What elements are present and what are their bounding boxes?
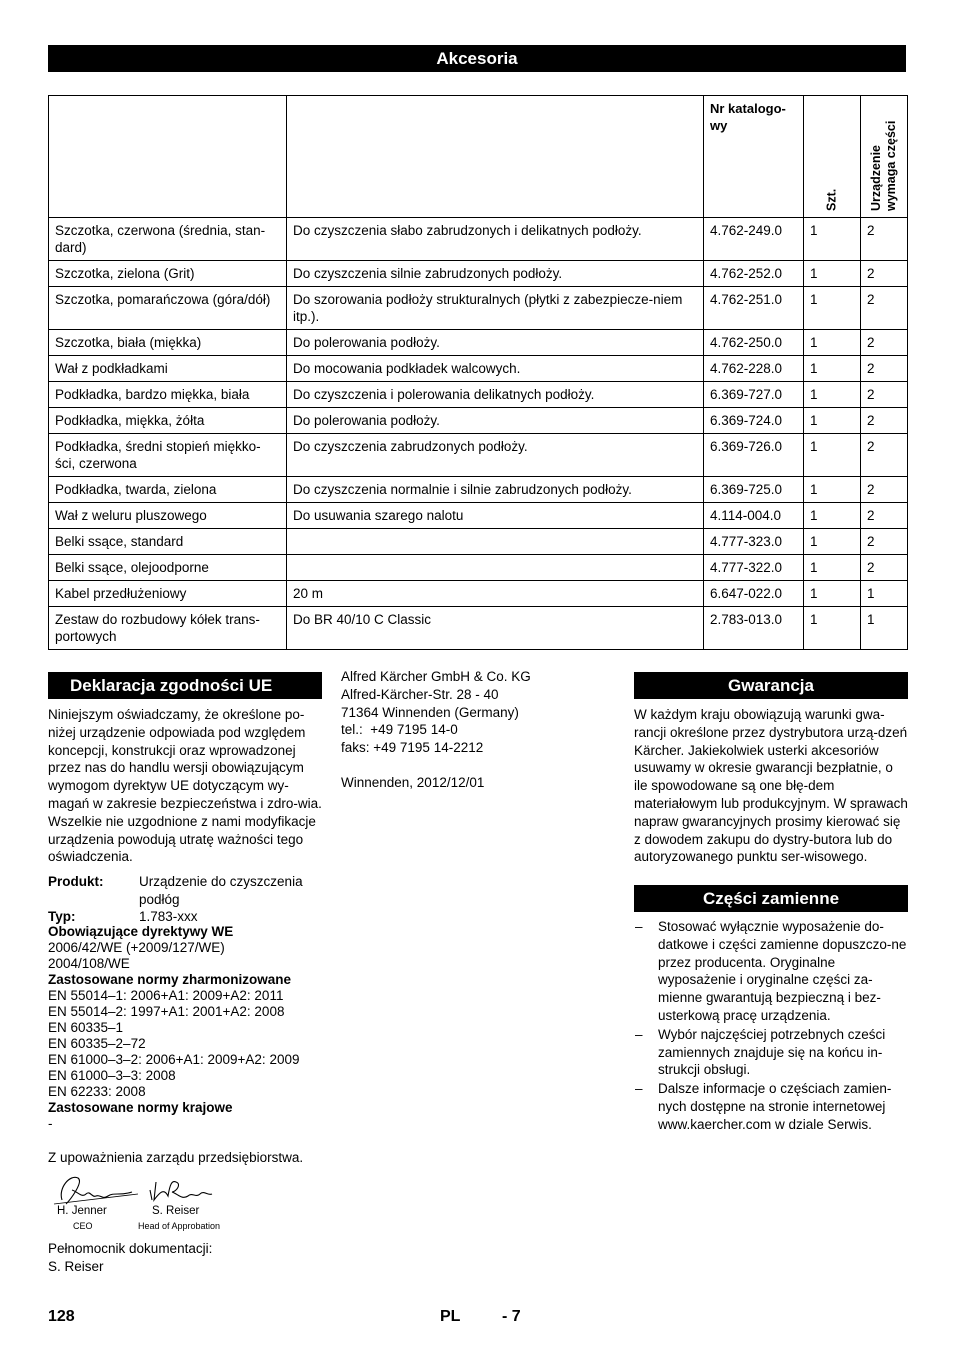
- cell-name: Wał z podkładkami: [49, 356, 287, 382]
- table-row: [49, 529, 908, 555]
- page-number: 128: [48, 1308, 75, 1325]
- cell-desc: 20 m: [287, 581, 704, 607]
- cell-nr: 6.369-725.0: [704, 477, 804, 503]
- list-bullet: –: [635, 919, 643, 934]
- cell-wym: 2: [861, 477, 908, 503]
- cell-nr: 6.369-727.0: [704, 382, 804, 408]
- table-row: [49, 503, 908, 529]
- signatures-block: [48, 1170, 248, 1234]
- cell-nr: 4.762-251.0: [704, 287, 804, 330]
- cell-wym: 2: [861, 408, 908, 434]
- address-line: 71364 Winnenden (Germany): [341, 704, 519, 720]
- address-line: faks: +49 7195 14-2212: [341, 740, 484, 756]
- list-bullet: –: [635, 1026, 643, 1042]
- cell-name: Belki ssące, standard: [49, 529, 287, 555]
- section-page-number: - 7: [502, 1308, 521, 1325]
- cell-name: Szczotka, zielona (Grit): [49, 261, 287, 287]
- warranty-text: W każdym kraju obowiązują warunki gwa-rancji określone przez dystrybutora urzą-dzeń Kärcher. Jakiekolwiek usterki akcesoriów usuwamy w okresie gwarancji bezpłatnie, o ile spowodowane są one błę-dem materiałowym lub produkcyjnym. W sprawach napraw gwarancyjnych prosimy kierować się z dowodem zakupu do dystry-butora lub do autoryzowanego punktu ser-wisowego.: [634, 707, 908, 865]
- accessories-table-body: [49, 218, 908, 650]
- cell-name: Podkładka, bardzo miękka, biała: [49, 382, 287, 408]
- directive-item: 2004/108/WE: [48, 955, 130, 971]
- cell-szt: 1: [804, 529, 861, 555]
- header-wymaga-text: Urządzenie wymaga części: [869, 120, 898, 211]
- list-bullet: –: [635, 1081, 643, 1097]
- header-nr: [704, 96, 804, 218]
- header-szt-text: Szt.: [824, 188, 839, 211]
- cell-desc: Do czyszczenia silnie zabrudzonych podłoży.: [287, 261, 704, 287]
- norm-item: EN 60335–1: [48, 1019, 124, 1035]
- cell-szt: 1: [804, 408, 861, 434]
- type-row: [48, 909, 323, 924]
- norm-item: EN 61000–3–2: 2006+A1: 2009+A2: 2009: [48, 1051, 300, 1067]
- manufacturer-address: [341, 668, 601, 792]
- cell-desc: Do czyszczenia normalnie i silnie zabrudzonych podłoży.: [287, 477, 704, 503]
- cell-wym: 1: [861, 581, 908, 607]
- cell-desc: Do czyszczenia i polerowania delikatnych podłoży.: [287, 382, 704, 408]
- accessories-table: [48, 95, 908, 650]
- cell-szt: 1: [804, 356, 861, 382]
- national-norms-label: Zastosowane normy krajowe: [48, 1099, 233, 1115]
- cell-wym: 2: [861, 529, 908, 555]
- spare-parts-list: [634, 918, 909, 1135]
- norm-item: EN 55014–1: 2006+A1: 2009+A2: 2011: [48, 987, 284, 1003]
- cell-desc: [287, 529, 704, 555]
- representative-name: S. Reiser: [48, 1258, 104, 1274]
- norm-item: EN 60335–2–72: [48, 1035, 146, 1051]
- cell-desc: Do polerowania podłoży.: [287, 330, 704, 356]
- czesci-title-text: Części zamienne: [702, 888, 840, 908]
- cell-desc: Do czyszczenia zabrudzonych podłoży.: [287, 434, 704, 477]
- cell-name: Kabel przedłużeniowy: [49, 581, 287, 607]
- product-value: Urządzenie do czyszczenia podłóg: [139, 874, 303, 907]
- header-nr-text: Nr katalogo-wy: [710, 101, 786, 133]
- language-code: PL: [440, 1308, 461, 1325]
- cell-szt: 1: [804, 503, 861, 529]
- table-row: [49, 581, 908, 607]
- table-row: [49, 261, 908, 287]
- cell-wym: 2: [861, 330, 908, 356]
- cell-nr: 4.777-322.0: [704, 555, 804, 581]
- cell-wym: 1: [861, 607, 908, 650]
- cell-szt: 1: [804, 555, 861, 581]
- cell-nr: 4.777-323.0: [704, 529, 804, 555]
- cell-szt: 1: [804, 581, 861, 607]
- cell-desc: Do polerowania podłoży.: [287, 408, 704, 434]
- signatory-2-role: Head of Approbation: [138, 1221, 221, 1231]
- cell-wym: 2: [861, 218, 908, 261]
- cell-name: Zestaw do rozbudowy kółek trans-portowych: [49, 607, 287, 650]
- list-item-text: Stosować wyłącznie wyposażenie do-datkowe i części zamienne dopuszczo-ne przez producenta. Oryginalne wyposażenie i oryginalne części za-mienne gwarantują bezpieczną i bez-usterkową pracę urządzenia.: [658, 919, 907, 1023]
- cell-desc: Do BR 40/10 C Classic: [287, 607, 704, 650]
- table-row: [49, 330, 908, 356]
- header-wymaga: [861, 96, 908, 218]
- cell-wym: 2: [861, 434, 908, 477]
- section-title-gwarancja: [634, 672, 908, 699]
- akcesoria-title-text: Akcesoria: [436, 48, 518, 68]
- cell-nr: 4.762-249.0: [704, 218, 804, 261]
- declaration-column: [48, 706, 323, 1167]
- cell-name: Belki ssące, olejoodporne: [49, 555, 287, 581]
- place-date: Winnenden, 2012/12/01: [341, 774, 485, 790]
- cell-szt: 1: [804, 434, 861, 477]
- cell-desc: Do szorowania podłoży strukturalnych (płytki z zabezpiecze-niem itp.).: [287, 287, 704, 330]
- harmonized-norms-label: Zastosowane normy zharmonizowane: [48, 971, 292, 987]
- cell-szt: 1: [804, 287, 861, 330]
- cell-desc: [287, 555, 704, 581]
- table-row: [49, 356, 908, 382]
- header-desc: [287, 96, 704, 218]
- address-line: tel.: +49 7195 14-0: [341, 722, 458, 738]
- cell-szt: 1: [804, 477, 861, 503]
- section-title-deklaracja: [48, 672, 322, 699]
- norm-item: EN 62233: 2008: [48, 1083, 146, 1099]
- section-title-czesci: [634, 885, 908, 912]
- signatory-2-name: S. Reiser: [152, 1205, 200, 1217]
- cell-nr: 4.762-252.0: [704, 261, 804, 287]
- directives-label: Obowiązujące dyrektywy WE: [48, 923, 234, 939]
- list-item-text: Dalsze informacje o częściach zamien-nych dostępne na stronie internetowej www.kaercher.com w dziale Serwis.: [658, 1081, 892, 1132]
- cell-name: Szczotka, biała (miękka): [49, 330, 287, 356]
- list-item-text: Wybór najczęściej potrzebnych cześci zamiennych znajduje się na końcu in-strukcji obsługi.: [658, 1026, 886, 1078]
- cell-name: Podkładka, miękka, żółta: [49, 408, 287, 434]
- table-row: [49, 477, 908, 503]
- authorization-text: Z upoważnienia zarządu przedsiębiorstwa.: [48, 1149, 304, 1165]
- table-header-row: [49, 96, 908, 218]
- cell-nr: 6.647-022.0: [704, 581, 804, 607]
- cell-name: Wał z weluru pluszowego: [49, 503, 287, 529]
- product-label: Produkt:: [48, 874, 104, 890]
- list-item: [634, 1080, 909, 1133]
- directive-item: 2006/42/WE (+2009/127/WE): [48, 939, 225, 955]
- norm-item: EN 61000–3–3: 2008: [48, 1067, 176, 1083]
- cell-desc: Do czyszczenia słabo zabrudzonych i delikatnych podłoży.: [287, 218, 704, 261]
- cell-name: Podkładka, twarda, zielona: [49, 477, 287, 503]
- cell-name: Szczotka, czerwona (średnia, stan-dard): [49, 218, 287, 261]
- address-line: Alfred Kärcher GmbH & Co. KG: [341, 669, 531, 684]
- norm-item: EN 55014–2: 1997+A1: 2001+A2: 2008: [48, 1003, 285, 1019]
- signatory-1-name: H. Jenner: [57, 1205, 107, 1217]
- cell-wym: 2: [861, 261, 908, 287]
- cell-desc: Do mocowania podkładek walcowych.: [287, 356, 704, 382]
- type-label: Typ:: [48, 908, 76, 924]
- header-szt: [804, 96, 861, 218]
- address-line: Alfred-Kärcher-Str. 28 - 40: [341, 686, 499, 702]
- product-row: [48, 873, 323, 909]
- table-row: [49, 434, 908, 477]
- cell-nr: 4.762-228.0: [704, 356, 804, 382]
- cell-nr: 6.369-724.0: [704, 408, 804, 434]
- declaration-intro: Niniejszym oświadczamy, że określone po-niżej urządzenie odpowiada pod względem koncepcji, konstrukcji oraz wprowadzonej przez nas do handlu wersji obowiązującym wymogom dyrektyw UE dotyczącym wy-magań w zakresie bezpieczeństwa i zdro-wia. Wszelkie nie uzgodnione z nami modyfikacje urządzenia powodują utratę ważności tego oświadczenia.: [48, 707, 322, 865]
- cell-wym: 2: [861, 382, 908, 408]
- cell-szt: 1: [804, 607, 861, 650]
- table-row: [49, 607, 908, 650]
- cell-szt: 1: [804, 261, 861, 287]
- table-row: [49, 555, 908, 581]
- cell-desc: Do usuwania szarego nalotu: [287, 503, 704, 529]
- deklaracja-title-text: Deklaracja zgodności UE: [70, 675, 273, 695]
- cell-szt: 1: [804, 330, 861, 356]
- table-row: [49, 408, 908, 434]
- cell-wym: 2: [861, 287, 908, 330]
- cell-nr: 6.369-726.0: [704, 434, 804, 477]
- cell-szt: 1: [804, 218, 861, 261]
- list-item: [634, 918, 909, 1025]
- documentation-representative: [48, 1240, 308, 1276]
- cell-name: Podkładka, średni stopień miękko-ści, czerwona: [49, 434, 287, 477]
- national-norms-value: -: [48, 1115, 53, 1131]
- cell-name: Szczotka, pomarańczowa (góra/dół): [49, 287, 287, 330]
- signatory-1-role: CEO: [73, 1221, 93, 1231]
- representative-label: Pełnomocnik dokumentacji:: [48, 1241, 213, 1256]
- cell-nr: 4.762-250.0: [704, 330, 804, 356]
- section-title-akcesoria: [48, 45, 906, 72]
- cell-nr: 2.783-013.0: [704, 607, 804, 650]
- cell-wym: 2: [861, 503, 908, 529]
- cell-szt: 1: [804, 382, 861, 408]
- header-name: [49, 96, 287, 218]
- cell-wym: 2: [861, 555, 908, 581]
- cell-nr: 4.114-004.0: [704, 503, 804, 529]
- table-row: [49, 382, 908, 408]
- type-value: 1.783-xxx: [139, 908, 198, 924]
- cell-wym: 2: [861, 356, 908, 382]
- gwarancja-title-text: Gwarancja: [728, 675, 814, 695]
- list-item: [634, 1026, 909, 1079]
- table-row: [49, 287, 908, 330]
- table-row: [49, 218, 908, 261]
